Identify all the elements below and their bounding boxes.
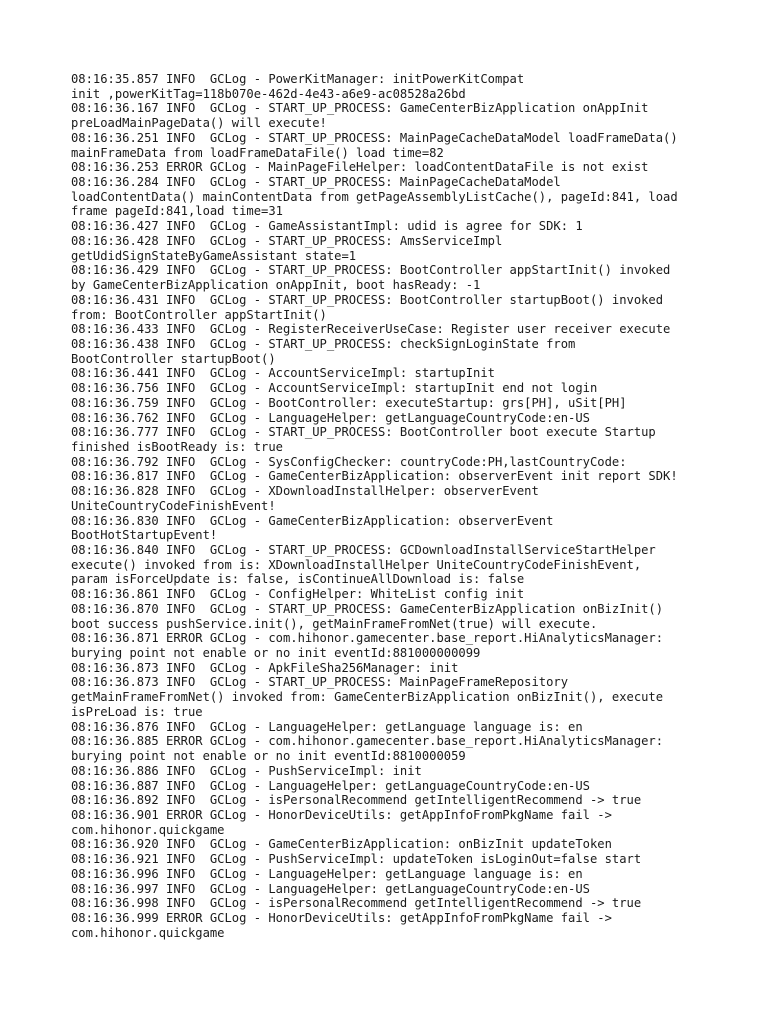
- log-line: 08:16:36.873 INFO GCLog - ApkFileSha256Manager: init: [71, 660, 459, 675]
- log-line: 08:16:36.873 INFO GCLog - START_UP_PROCESS: MainPageFrameRepository: [71, 675, 569, 690]
- log-line: 08:16:36.901 ERROR GCLog - HonorDeviceUtils: getAppInfoFromPkgName fail ->: [71, 807, 612, 822]
- log-line: loadContentData() mainContentData from getPageAssemblyListCache(), pageId:841, load: [71, 189, 678, 204]
- log-line: burying point not enable or no init eventId:8810000059: [71, 749, 466, 764]
- log-line: 08:16:36.870 INFO GCLog - START_UP_PROCESS: GameCenterBizApplication onBizInit(): [71, 601, 664, 616]
- log-line: BootController startupBoot(): [71, 351, 276, 366]
- log-line: 08:16:36.759 INFO GCLog - BootController: executeStartup: grs[PH], uSit[PH]: [71, 395, 627, 410]
- log-line: 08:16:36.921 INFO GCLog - PushServiceImpl: updateToken isLoginOut=false start: [71, 852, 642, 867]
- log-line: 08:16:36.887 INFO GCLog - LanguageHelper: getLanguageCountryCode:en-US: [71, 778, 590, 793]
- log-line: 08:16:36.876 INFO GCLog - LanguageHelper: getLanguage language is: en: [71, 719, 583, 734]
- log-line: isPreLoad is: true: [71, 704, 203, 719]
- log-line: burying point not enable or no init eventId:881000000099: [71, 646, 481, 661]
- log-line: 08:16:36.817 INFO GCLog - GameCenterBizApplication: observerEvent init report SDK!: [71, 469, 678, 484]
- log-line: 08:16:36.762 INFO GCLog - LanguageHelper: getLanguageCountryCode:en-US: [71, 410, 590, 425]
- log-document: [71, 72, 711, 940]
- log-line: 08:16:36.996 INFO GCLog - LanguageHelper: getLanguage language is: en: [71, 866, 583, 881]
- log-line: getMainFrameFromNet() invoked from: GameCenterBizApplication onBizInit(), execute: [71, 690, 664, 705]
- log-line: 08:16:36.871 ERROR GCLog - com.hihonor.gamecenter.base_report.HiAnalyticsManager:: [71, 631, 664, 646]
- log-line: init ,powerKitTag=118b070e-462d-4e43-a6e9-ac08528a26bd: [71, 86, 466, 101]
- log-line: 08:16:36.830 INFO GCLog - GameCenterBizApplication: observerEvent: [71, 513, 554, 528]
- log-line: 08:16:36.251 INFO GCLog - START_UP_PROCESS: MainPageCacheDataModel loadFrameData(): [71, 130, 678, 145]
- log-line: 08:16:36.828 INFO GCLog - XDownloadInstallHelper: observerEvent: [71, 484, 539, 499]
- log-line: 08:16:36.840 INFO GCLog - START_UP_PROCESS: GCDownloadInstallServiceStartHelper: [71, 543, 656, 557]
- log-line: execute() invoked from is: XDownloadInstallHelper UniteCountryCodeFinishEvent,: [71, 557, 642, 572]
- log-line: 08:16:36.441 INFO GCLog - AccountServiceImpl: startupInit: [71, 366, 495, 381]
- log-line: 08:16:36.438 INFO GCLog - START_UP_PROCESS: checkSignLoginState from: [71, 336, 576, 351]
- log-line: BootHotStartupEvent!: [71, 528, 218, 543]
- log-line: 08:16:36.284 INFO GCLog - START_UP_PROCESS: MainPageCacheDataModel: [71, 175, 561, 190]
- log-line: 08:16:36.792 INFO GCLog - SysConfigChecker: countryCode:PH,lastCountryCode:: [71, 454, 627, 469]
- log-line: 08:16:36.433 INFO GCLog - RegisterReceiverUseCase: Register user receiver execute: [71, 322, 671, 337]
- log-line: 08:16:36.998 INFO GCLog - isPersonalRecommend getIntelligentRecommend -> true: [71, 896, 642, 911]
- log-line: 08:16:36.427 INFO GCLog - GameAssistantImpl: udid is agree for SDK: 1: [71, 219, 583, 234]
- log-line: 08:16:35.857 INFO GCLog - PowerKitManager: initPowerKitCompat: [71, 72, 525, 86]
- log-line: com.hihonor.quickgame: [71, 822, 225, 837]
- log-line: 08:16:36.756 INFO GCLog - AccountServiceImpl: startupInit end not login: [71, 381, 598, 396]
- log-line: 08:16:36.777 INFO GCLog - START_UP_PROCESS: BootController boot execute Startup: [71, 425, 656, 440]
- log-line: 08:16:36.428 INFO GCLog - START_UP_PROCESS: AmsServiceImpl: [71, 233, 503, 248]
- log-line: 08:16:36.429 INFO GCLog - START_UP_PROCESS: BootController appStartInit() invoked: [71, 263, 671, 278]
- log-line: 08:16:36.431 INFO GCLog - START_UP_PROCESS: BootController startupBoot() invoked: [71, 292, 664, 307]
- log-line: getUdidSignStateByGameAssistant state=1: [71, 248, 357, 263]
- log-line: param isForceUpdate is: false, isContinueAllDownload is: false: [71, 572, 525, 587]
- log-line: 08:16:36.892 INFO GCLog - isPersonalRecommend getIntelligentRecommend -> true: [71, 793, 642, 808]
- log-line: 08:16:36.253 ERROR GCLog - MainPageFileHelper: loadContentDataFile is not exist: [71, 160, 649, 175]
- log-line: frame pageId:841,load time=31: [71, 204, 283, 219]
- log-line: finished isBootReady is: true: [71, 439, 283, 454]
- log-line: 08:16:36.167 INFO GCLog - START_UP_PROCESS: GameCenterBizApplication onAppInit: [71, 101, 649, 116]
- log-line: 08:16:36.920 INFO GCLog - GameCenterBizApplication: onBizInit updateToken: [71, 837, 612, 852]
- log-line: 08:16:36.999 ERROR GCLog - HonorDeviceUtils: getAppInfoFromPkgName fail ->: [71, 910, 612, 925]
- log-line: 08:16:36.885 ERROR GCLog - com.hihonor.gamecenter.base_report.HiAnalyticsManager:: [71, 734, 664, 749]
- log-line: from: BootController appStartInit(): [71, 307, 327, 322]
- log-line: UniteCountryCodeFinishEvent!: [71, 498, 276, 513]
- log-line: 08:16:36.886 INFO GCLog - PushServiceImpl: init: [71, 763, 422, 778]
- log-line: com.hihonor.quickgame: [71, 925, 225, 940]
- log-line: 08:16:36.997 INFO GCLog - LanguageHelper: getLanguageCountryCode:en-US: [71, 881, 590, 896]
- log-line: preLoadMainPageData() will execute!: [71, 116, 327, 131]
- log-line: mainFrameData from loadFrameDataFile() load time=82: [71, 145, 444, 160]
- log-line: by GameCenterBizApplication onAppInit, boot hasReady: -1: [71, 278, 481, 293]
- log-line: 08:16:36.861 INFO GCLog - ConfigHelper: WhiteList config init: [71, 587, 525, 602]
- log-line: boot success pushService.init(), getMainFrameFromNet(true) will execute.: [71, 616, 598, 631]
